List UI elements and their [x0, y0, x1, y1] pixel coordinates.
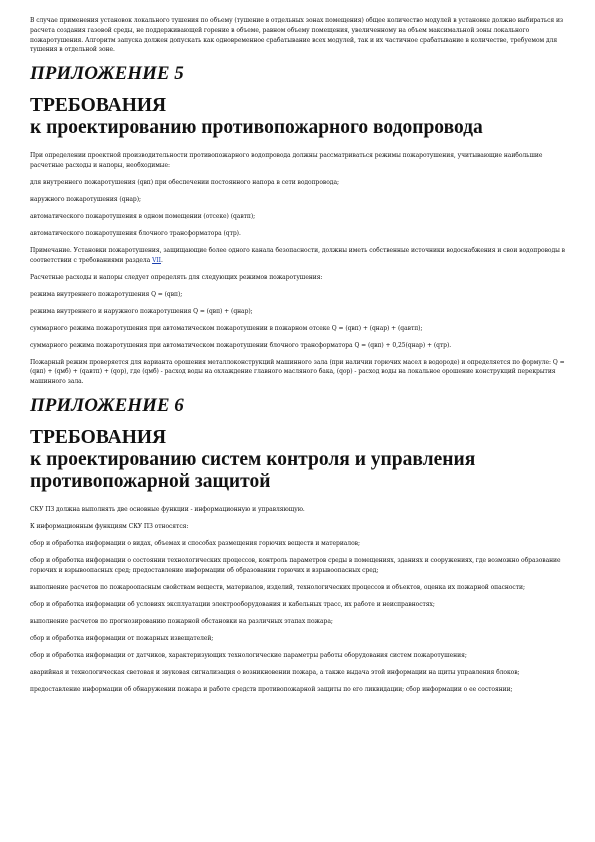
intro-paragraph: В случае применения установок локального тушения по объему (тушение в отдельных зонах помещения) общее количество модулей в установке должно выбираться из расчета создания газовой среды, не поддерживающей горение в объеме, равном объему помещения, увеличенному на объем максимальной зоны локального пожаротушения. Алгоритм запуска должен допускать как одновременное срабатывание всех модулей, так и их частичное срабатывание в количестве, требуемом для тушения в отдельной зоне. [30, 17, 564, 54]
note-text: Примечание. Установки пожаротушения, защищающие более одного канала безопасности, должны иметь собственные источники водоснабжения и свои водопроводы в соответствии с требованиями раздела [30, 246, 566, 264]
paragraph: режима внутреннего пожаротушения Q = (qвп); [30, 290, 183, 298]
paragraph: суммарного режима пожаротушения при автоматическом пожаротушении блочного трансформатора Q = (qвп) + 0,25(qнар) + (qтр). [30, 341, 452, 349]
paragraph: аварийная и технологическая световая и звуковая сигнализация о возникновении пожара, а также выдача этой информации на щиты управления блоков; [30, 668, 520, 676]
note-paragraph [30, 246, 566, 266]
document-page [30, 16, 566, 702]
appendix-6-title [30, 427, 566, 493]
paragraph: сбор и обработка информации от датчиков, характеризующих технологические параметры работы оборудования систем пожаротушения; [30, 651, 467, 659]
paragraph: выполнение расчетов по пожароопасным свойствам веществ, материалов, изделий, технологических процессов и объектов, оценка их пожарной опасности; [30, 583, 525, 591]
paragraph: предоставление информации об обнаружении пожара и работе средств противопожарной защиты по его ликвидации; сбор информации о ее состоянии; [30, 685, 513, 693]
appendix-5-title [30, 95, 566, 139]
paragraph: СКУ ПЗ должна выполнять две основные функции - информационную и управляющую. [30, 506, 305, 513]
paragraph: режима внутреннего и наружного пожаротушения Q = (qвп) + (qнар); [30, 307, 253, 315]
paragraph: сбор и обработка информации о видах, объемах и способах размещения горючих веществ и материалов; [30, 539, 360, 547]
paragraph: сбор и обработка информации об условиях эксплуатации электрооборудования и кабельных трасс, их работе и неисправностях; [30, 600, 435, 608]
paragraph: для внутреннего пожаротушения (qвп) при обеспечении постоянного напора в сети водопровода; [30, 178, 339, 186]
paragraph: автоматического пожаротушения в одном помещении (отсеке) (qавтп); [30, 212, 256, 220]
paragraph: Пожарный режим проверяется для варианта орошения металлоконструкций машинного зала (при наличии горючих масел в водороде) и определяется по формуле: Q = (qвп) + (qмб) + (qавтп) + (qор), где (qмб) - расход воды на охлаждение главного масляного бака, (qор) - расход воды на локальное орошение конструкций перекрытия машинного зала. [30, 358, 565, 386]
paragraph: автоматического пожаротушения блочного трансформатора (qтр). [30, 229, 241, 237]
appendix-6-title-line3: противопожарной защитой [30, 471, 271, 492]
paragraph: сбор и обработка информации о состоянии технологических процессов, контроль параметров среды в помещениях, зданиях и сооружениях, где возможно образование горючих и взрывоопасных сред; предоставление информации об образовании горючих и взрывоопасных сред; [30, 556, 561, 574]
appendix-6-heading: ПРИЛОЖЕНИЕ 6 [30, 395, 184, 416]
note-end: . [161, 256, 163, 264]
appendix-6-title-line1: ТРЕБОВАНИЯ [30, 427, 167, 448]
paragraph: наружного пожаротушения (qнар); [30, 195, 141, 203]
appendix-5-heading: ПРИЛОЖЕНИЕ 5 [30, 63, 184, 85]
appendix-5-title-line2: к проектированию противопожарного водопровода [30, 117, 483, 139]
paragraph: сбор и обработка информации от пожарных извещателей; [30, 634, 214, 642]
paragraph: При определении проектной производительности противопожарного водопровода должны рассматриваться режимы пожаротушения, учитывающие наибольшие расчетные расходы и напоры, необходимые: [30, 152, 543, 169]
paragraph: суммарного режима пожаротушения при автоматическом пожаротушении в пожарном отсеке Q = (qвп) + (qнар) + (qавтп); [30, 324, 423, 332]
appendix-5-title-line1: ТРЕБОВАНИЯ [30, 95, 167, 117]
paragraph: К информационным функциям СКУ ПЗ относятся: [30, 522, 189, 530]
paragraph: Расчетные расходы и напоры следует определять для следующих режимов пожаротушения: [30, 273, 323, 281]
paragraph: выполнение расчетов по прогнозированию пожарной обстановки на различных этапах пожара; [30, 617, 333, 625]
appendix-6-title-line2: к проектированию систем контроля и управления [30, 449, 476, 470]
section-link[interactable]: VII [152, 256, 161, 264]
